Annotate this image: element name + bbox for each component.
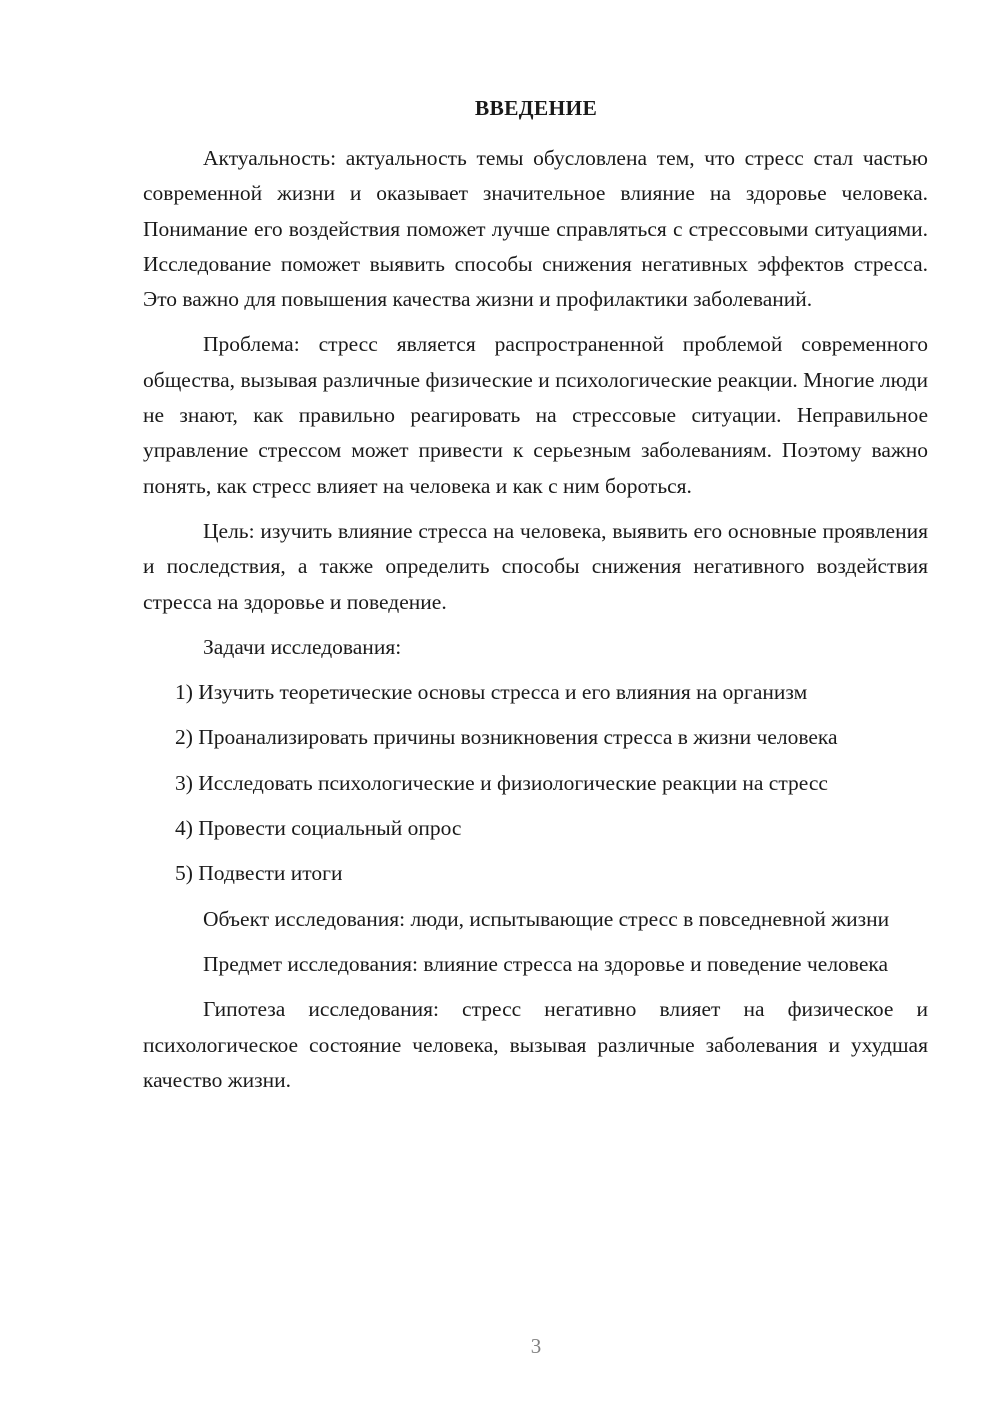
problem-paragraph: Проблема: стресс является распространенной проблемой современного общества, вызывая различные физические и психологические реакции. Многие люди не знают, как правильно реагировать на стрессовые ситуации. Неправильное управление стрессом может привести к серьезным заболеваниям. Поэтому важно понять, как стресс влияет на человека и как с ним бороться. — [143, 332, 928, 498]
document-body — [143, 141, 928, 1108]
relevance-paragraph: Актуальность: актуальность темы обусловлена тем, что стресс стал частью современной жизни и оказывает значительное влияние на здоровье человека. Понимание его воздействия поможет лучше справляться с стрессовыми ситуациями. Исследование поможет выявить способы снижения негативных эффектов стресса. Это важно для повышения качества жизни и профилактики заболеваний. — [143, 146, 928, 312]
page-title: ВВЕДЕНИЕ — [474, 96, 598, 120]
task-item-2: 2) Проанализировать причины возникновения стресса в жизни человека — [175, 725, 838, 750]
task-item-5: 5) Подвести итоги — [175, 861, 343, 886]
object-paragraph: Объект исследования: люди, испытывающие стресс в повседневной жизни — [203, 906, 890, 931]
hypothesis-paragraph: Гипотеза исследования: стресс негативно влияет на физическое и психологическое состояние человека, вызывая различные заболевания и ухудшая качество жизни. — [143, 997, 928, 1092]
goal-paragraph: Цель: изучить влияние стресса на человека, выявить его основные проявления и последствия, а также определить способы снижения негативного воздействия стресса на здоровье и поведение. — [143, 518, 928, 614]
task-item-1: 1) Изучить теоретические основы стресса и его влияния на организм — [175, 680, 808, 705]
task-item-3: 3) Исследовать психологические и физиологические реакции на стресс — [175, 770, 828, 795]
subject-paragraph: Предмет исследования: влияние стресса на здоровье и поведение человека — [203, 951, 889, 976]
tasks-heading: Задачи исследования: — [203, 634, 402, 659]
page-number: 3 — [530, 1334, 542, 1358]
task-item-4: 4) Провести социальный опрос — [175, 816, 462, 841]
